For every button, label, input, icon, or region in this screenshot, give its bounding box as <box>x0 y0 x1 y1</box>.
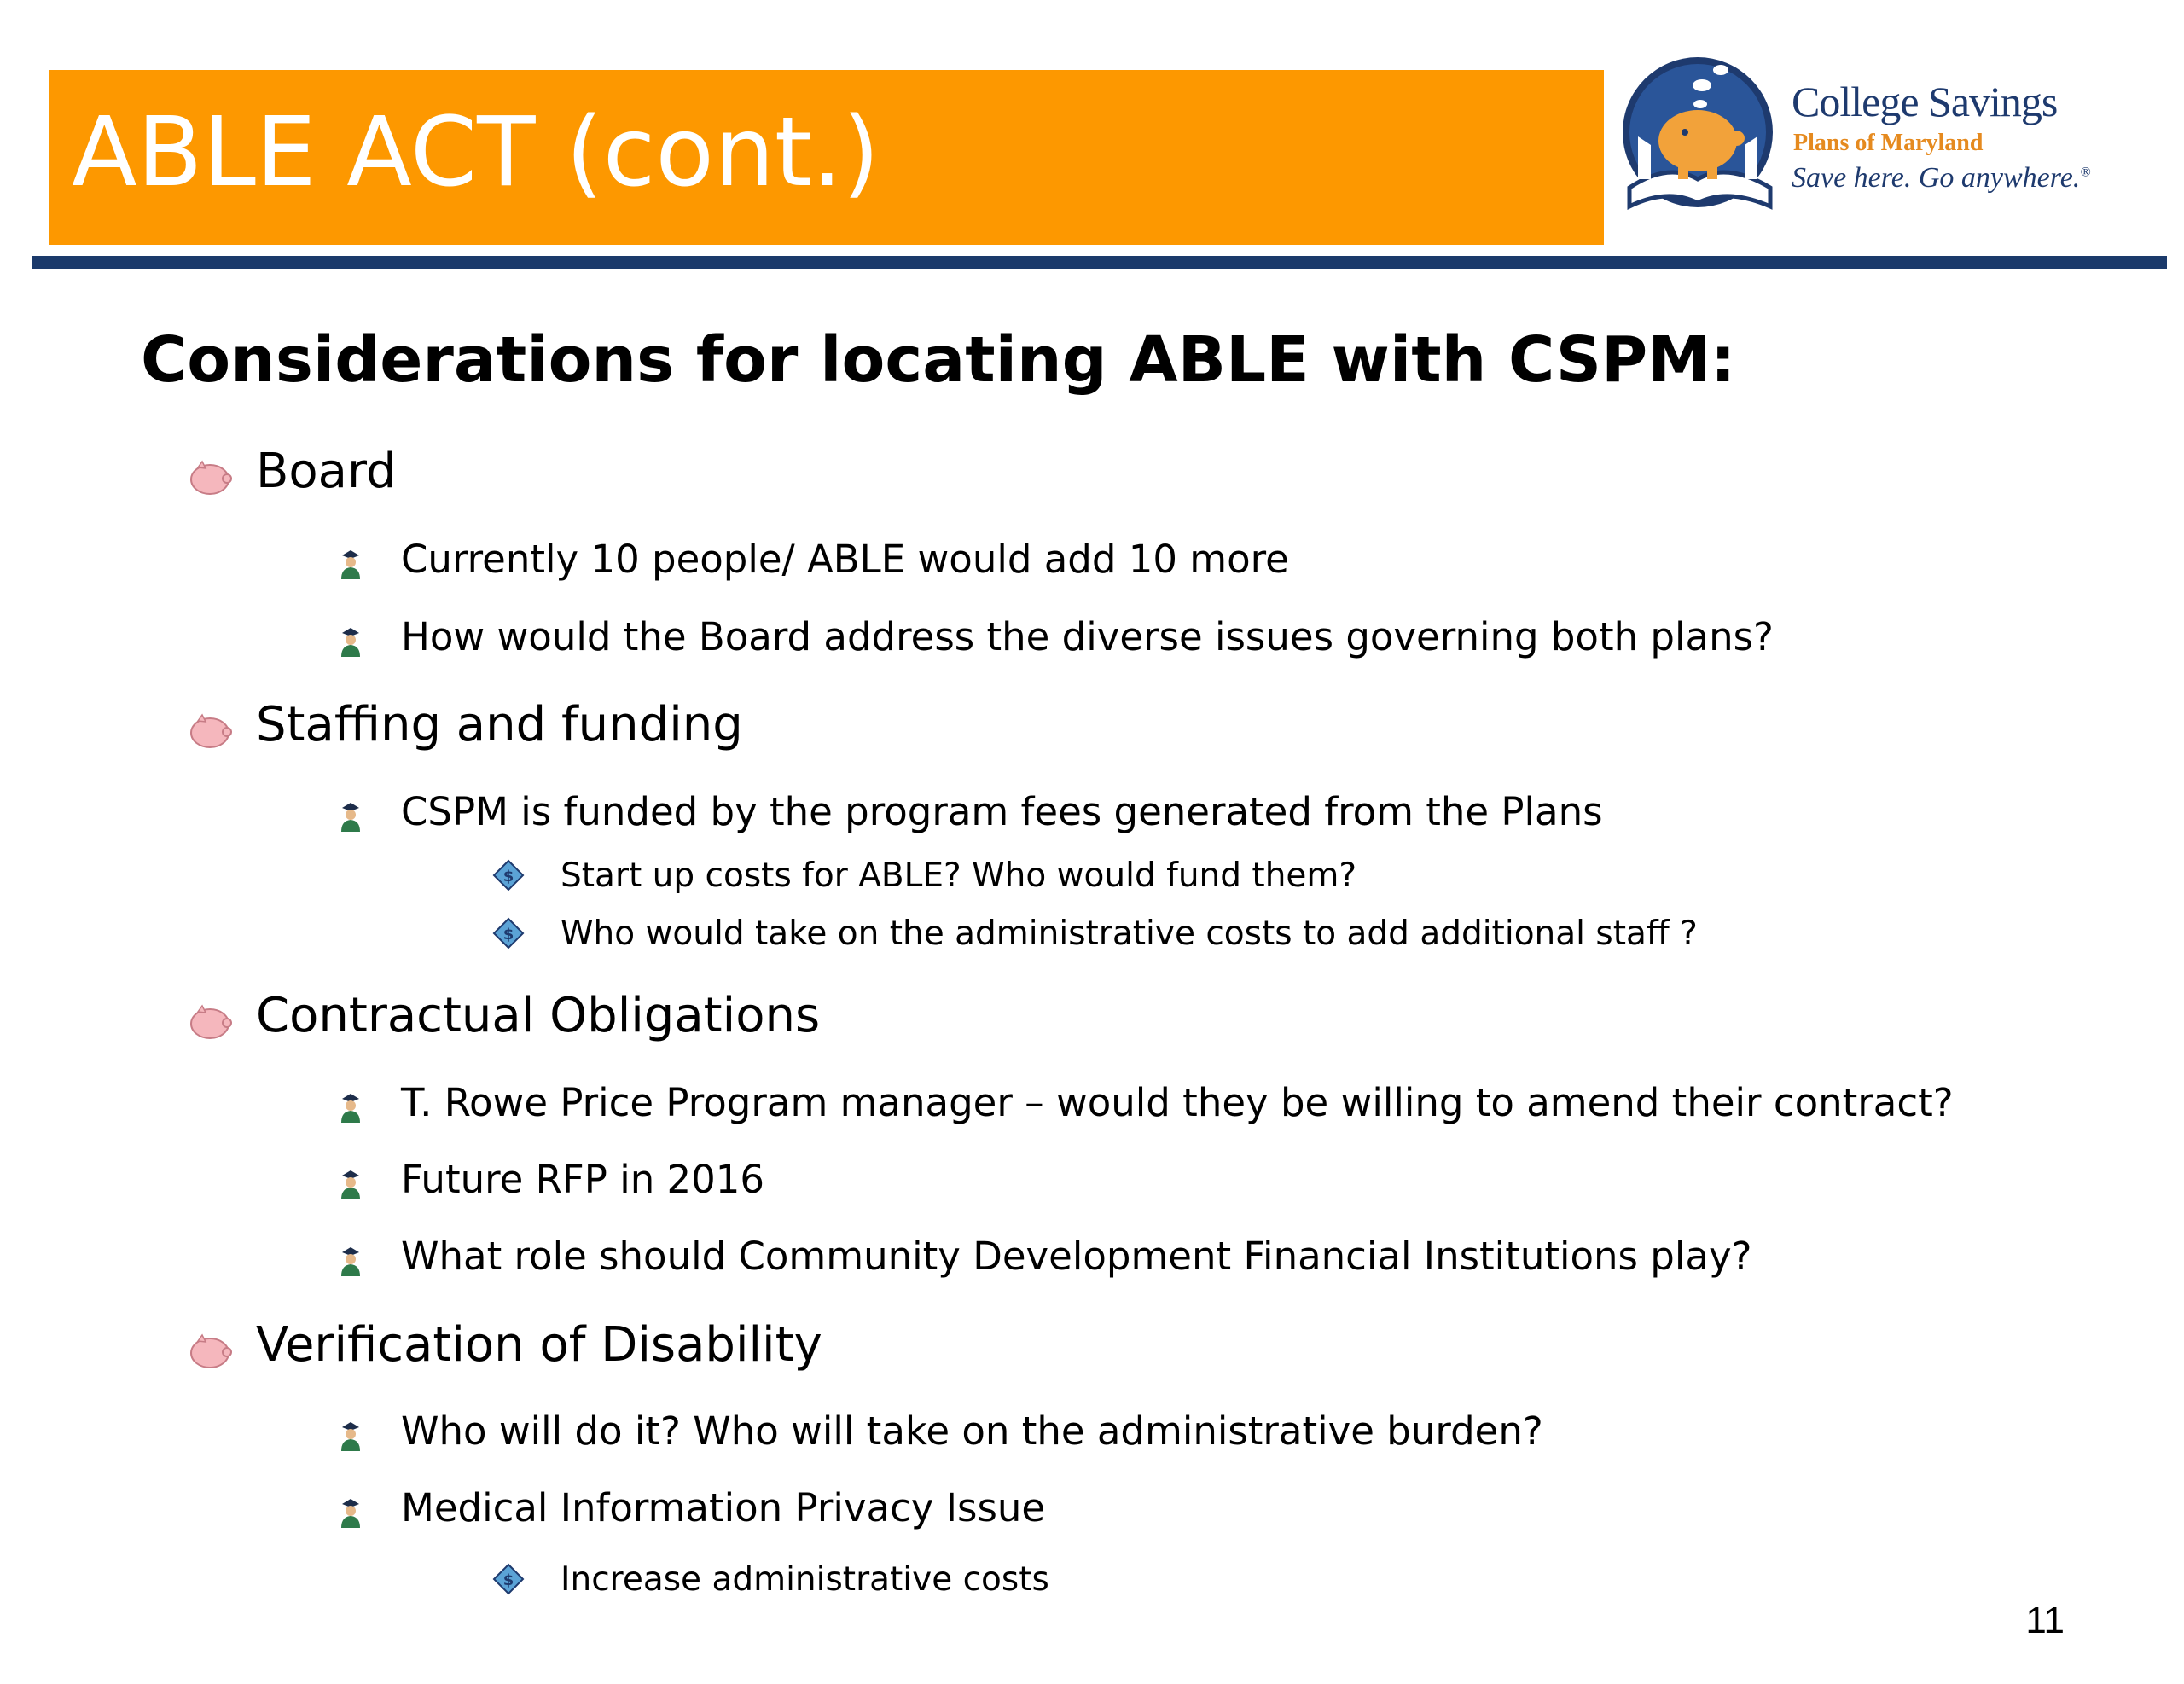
graduate-icon <box>337 1491 364 1542</box>
logo-name-line1: College Savings <box>1792 78 2058 125</box>
dollar-diamond-icon <box>492 859 525 903</box>
sub-item-text: Increase administrative costs <box>561 1560 1049 1599</box>
logo-tagline: Save here. Go anywhere.® <box>1792 162 2091 194</box>
item-text: Medical Information Privacy Issue <box>401 1485 1046 1530</box>
item-text: Future RFP in 2016 <box>401 1157 765 1202</box>
svg-text:$: $ <box>502 926 514 944</box>
piggy-bank-icon <box>188 1326 232 1385</box>
sub-list-item <box>502 912 1698 956</box>
graduate-icon <box>337 1086 364 1137</box>
content-heading: Considerations for locating ABLE with CSPM: <box>141 323 1736 397</box>
college-savings-logo <box>1617 51 2137 222</box>
item-text: T. Rowe Price Program manager – would they be willing to amend their contract? <box>401 1080 1954 1125</box>
logo-name-line2: Plans of Maryland <box>1793 130 1984 156</box>
graduate-icon <box>337 620 364 671</box>
section-label: Board <box>256 444 397 499</box>
section-verification <box>256 1315 822 1375</box>
section-staffing <box>256 695 743 755</box>
graduate-icon <box>337 795 364 846</box>
section-contractual <box>256 986 820 1046</box>
sub-list-item <box>502 1558 1049 1602</box>
section-label: Staffing and funding <box>256 697 743 752</box>
item-text: CSPM is funded by the program fees generated from the Plans <box>401 789 1603 834</box>
graduate-icon <box>337 543 364 594</box>
piggy-book-emblem-icon <box>1617 51 1787 222</box>
slide-title: ABLE ACT (cont.) <box>72 97 880 208</box>
piggy-bank-icon <box>188 996 232 1056</box>
svg-text:$: $ <box>502 868 514 886</box>
dollar-diamond-icon <box>492 917 525 961</box>
sub-list-item <box>502 854 1357 898</box>
list-item <box>401 787 1603 838</box>
dollar-diamond-icon <box>492 1563 525 1607</box>
title-underline-rule <box>32 256 2167 269</box>
title-bar <box>49 70 1604 245</box>
svg-text:$: $ <box>502 1571 514 1589</box>
section-board <box>256 442 397 502</box>
graduate-icon <box>337 1240 364 1291</box>
section-label: Verification of Disability <box>256 1317 822 1373</box>
item-text: Who will do it? Who will take on the administrative burden? <box>401 1408 1543 1454</box>
list-item <box>401 1406 1543 1457</box>
list-item <box>401 1154 764 1205</box>
piggy-bank-icon <box>188 452 232 512</box>
item-text: Currently 10 people/ ABLE would add 10 more <box>401 537 1289 582</box>
list-item <box>401 1077 1954 1129</box>
page-number: 11 <box>2025 1600 2065 1641</box>
list-item <box>401 534 1289 585</box>
graduate-icon <box>337 1414 364 1466</box>
piggy-bank-icon <box>188 706 232 765</box>
item-text: How would the Board address the diverse issues governing both plans? <box>401 614 1774 659</box>
section-label: Contractual Obligations <box>256 988 821 1043</box>
sub-item-text: Who would take on the administrative costs to add additional staff ? <box>561 915 1698 953</box>
graduate-icon <box>337 1163 364 1214</box>
item-text: What role should Community Development Financial Institutions play? <box>401 1234 1752 1279</box>
sub-item-text: Start up costs for ABLE? Who would fund them? <box>561 857 1357 895</box>
list-item <box>401 1231 1751 1282</box>
list-item <box>401 612 1774 663</box>
list-item <box>401 1483 1045 1534</box>
